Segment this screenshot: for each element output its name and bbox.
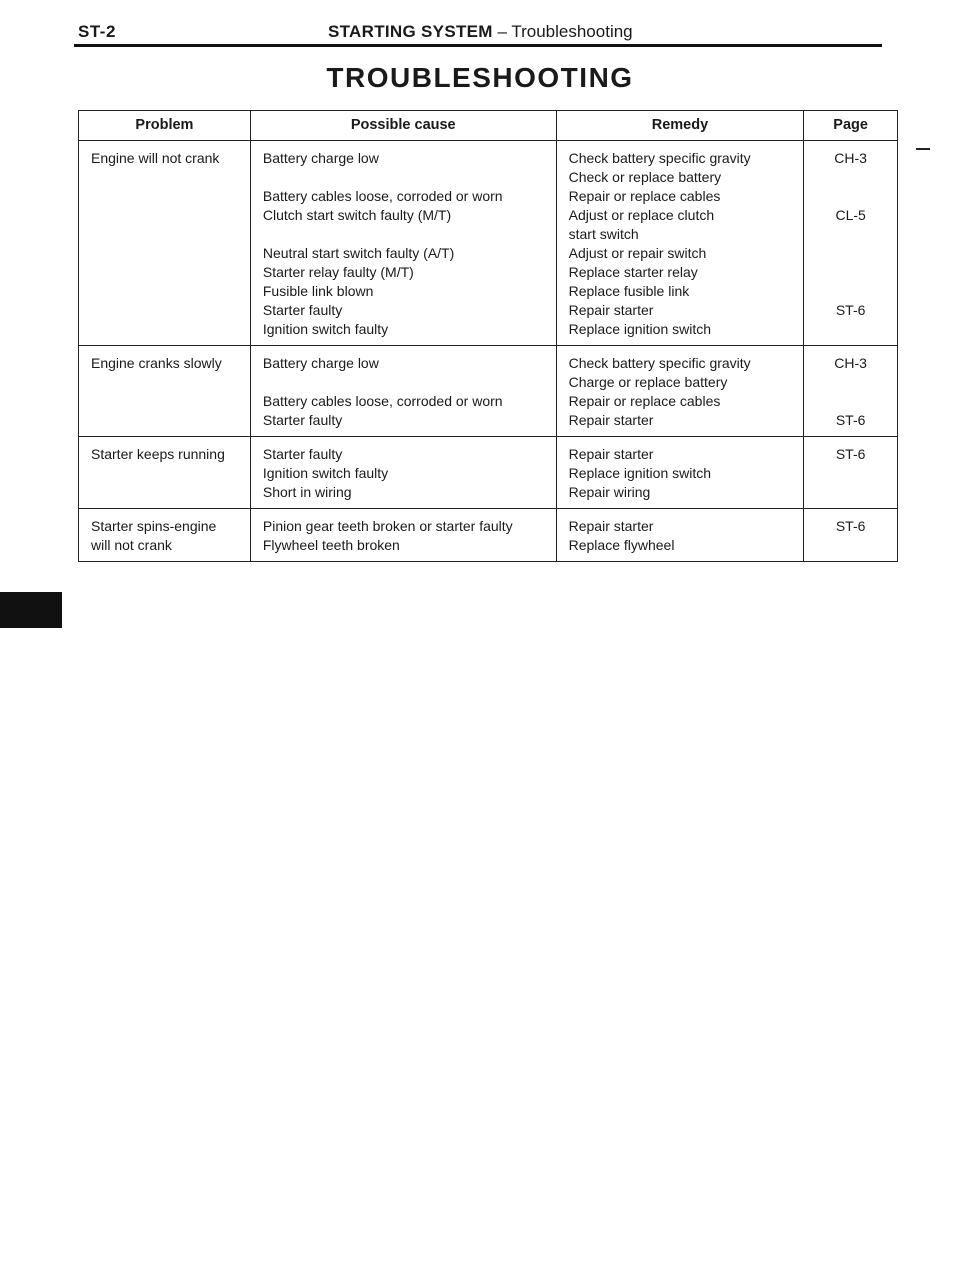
page-ref-line [814,483,887,502]
column-header-page: Page [804,111,898,141]
table-row [79,346,898,437]
page-ref-line [814,244,887,263]
column-header-problem: Problem [79,111,251,141]
remedy-line: Replace ignition switch [568,321,712,337]
possible-cause-line: Battery cables loose, corroded or worn [262,188,503,204]
page-header [78,18,878,46]
possible-cause-cell [250,437,556,509]
page-ref-line: ST-6 [835,302,866,318]
section-title-bold: STARTING SYSTEM [328,22,493,41]
remedy-line: Check or replace battery [568,169,722,185]
table-header-row [79,111,898,141]
page-ref-line [814,282,887,301]
document-title: TROUBLESHOOTING [326,62,634,93]
possible-cause-cell [250,509,556,562]
possible-cause-line: Clutch start switch faulty (M/T) [262,207,452,223]
remedy-cell [556,437,804,509]
remedy-line: Adjust or repair switch [568,245,707,261]
problem-line: will not crank [91,537,172,553]
possible-cause-line [263,168,546,187]
problem-cell [79,346,251,437]
possible-cause-line: Starter faulty [262,446,343,462]
page-ref-line: ST-6 [835,518,866,534]
column-header-remedy: Remedy [556,111,804,141]
possible-cause-line [263,373,546,392]
possible-cause-cell [250,141,556,346]
remedy-line: Replace flywheel [568,537,675,553]
page-number: ST-2 [78,22,116,41]
possible-cause-line: Neutral start switch faulty (A/T) [262,245,455,261]
page-ref-line [814,373,887,392]
problem-cell [79,509,251,562]
header-rule [74,44,882,47]
problem-cell [79,141,251,346]
possible-cause-line: Short in wiring [262,484,352,500]
possible-cause-line: Starter faulty [262,302,343,318]
column-header-possible-cause: Possible cause [250,111,556,141]
remedy-line: Repair starter [568,446,654,462]
possible-cause-line: Fusible link blown [262,283,374,299]
page-ref-line [814,168,887,187]
remedy-line: Repair or replace cables [568,393,721,409]
problem-line: Engine will not crank [91,150,220,166]
problem-line: Engine cranks slowly [91,355,222,371]
possible-cause-line: Ignition switch faulty [262,465,389,481]
problem-cell [79,437,251,509]
remedy-line: Charge or replace battery [568,374,728,390]
page-ref-line [814,225,887,244]
remedy-cell [556,509,804,562]
remedy-line: Check battery specific gravity [568,355,751,371]
possible-cause-line: Starter relay faulty (M/T) [262,264,414,280]
remedy-line: Repair starter [568,518,654,534]
margin-dash [916,148,930,150]
possible-cause-cell [250,346,556,437]
remedy-line: start switch [568,226,639,242]
page-ref-line: CH-3 [834,150,867,166]
troubleshooting-table [78,110,898,562]
page-ref-line [814,320,887,339]
page-ref-line [814,536,887,555]
remedy-line: Repair starter [568,412,654,428]
page-ref-line [814,392,887,411]
remedy-line: Check battery specific gravity [568,150,751,166]
table-body [79,141,898,562]
possible-cause-line: Battery charge low [262,355,379,371]
page-ref-cell [804,346,898,437]
possible-cause-line: Battery cables loose, corroded or worn [262,393,503,409]
remedy-cell [556,141,804,346]
possible-cause-line: Pinion gear teeth broken or starter faulty [262,518,513,534]
table-row [79,509,898,562]
page-ref-line [814,187,887,206]
section-title [328,22,633,42]
page-ref-line: CL-5 [835,207,866,223]
remedy-line: Replace fusible link [568,283,690,299]
problem-line: Starter spins-engine [91,518,217,534]
possible-cause-line: Starter faulty [262,412,343,428]
remedy-cell [556,346,804,437]
problem-line: Starter keeps running [91,446,225,462]
page-ref-line: CH-3 [834,355,867,371]
remedy-line: Adjust or replace clutch [568,207,715,223]
table-row [79,437,898,509]
section-tab-marker [0,592,62,628]
page-ref-line [814,263,887,282]
possible-cause-line [263,225,546,244]
remedy-line: Repair wiring [568,484,651,500]
remedy-line: Replace ignition switch [568,465,712,481]
page-ref-line: ST-6 [835,446,866,462]
page-ref-cell [804,437,898,509]
section-title-rest: – Troubleshooting [492,22,633,41]
remedy-line: Repair starter [568,302,654,318]
possible-cause-line: Battery charge low [262,150,379,166]
page-ref-cell [804,509,898,562]
page-ref-line [814,464,887,483]
possible-cause-line: Flywheel teeth broken [262,537,400,553]
possible-cause-line: Ignition switch faulty [262,321,389,337]
page-ref-line: ST-6 [835,412,866,428]
remedy-line: Repair or replace cables [568,188,721,204]
remedy-line: Replace starter relay [568,264,698,280]
page-ref-cell [804,141,898,346]
table-row [79,141,898,346]
